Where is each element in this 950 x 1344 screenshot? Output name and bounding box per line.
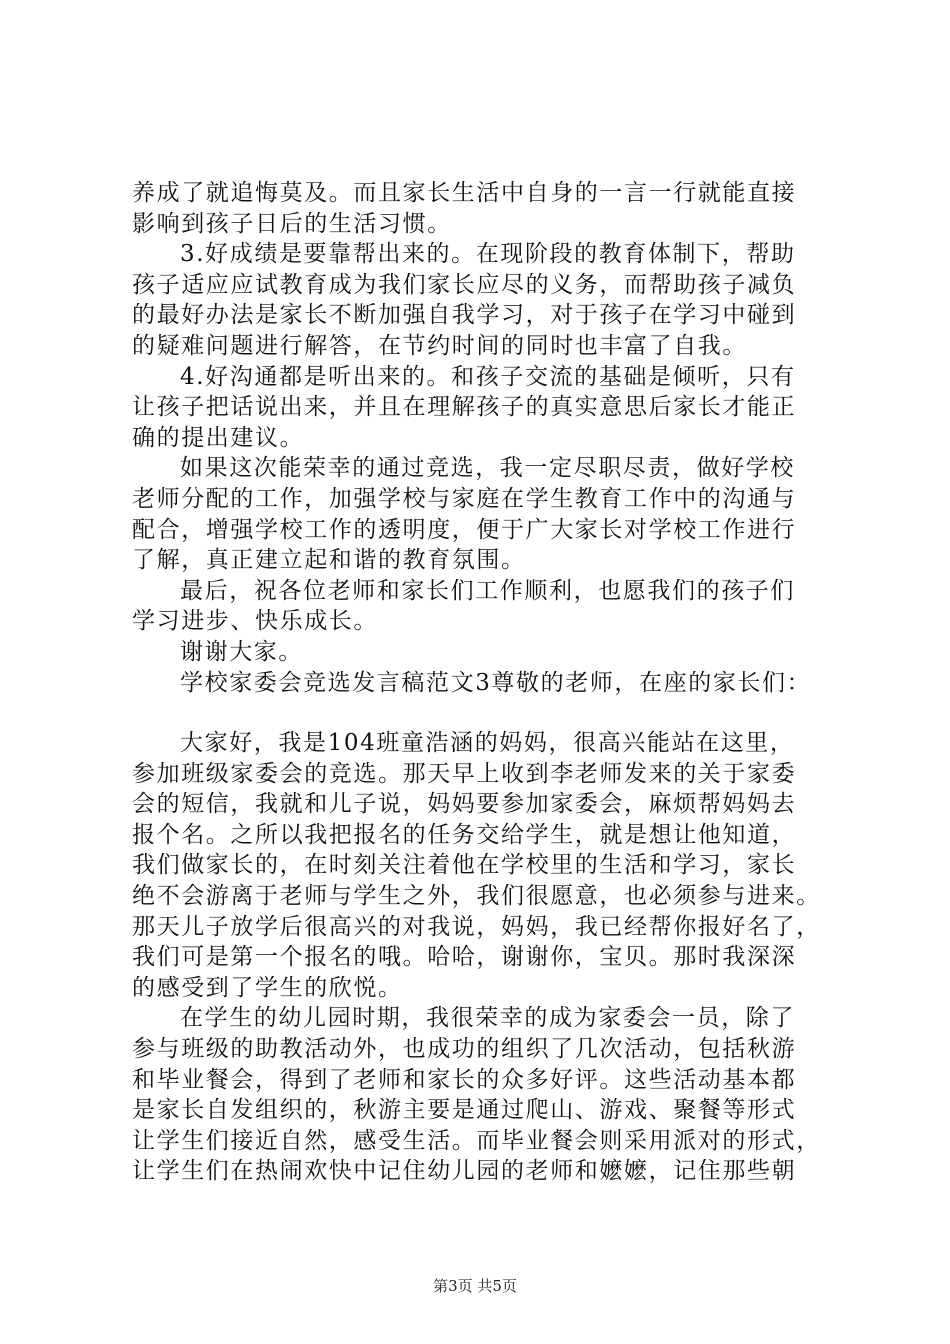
text-line: 绝不会游离于老师与学生之外，我们很愿意，也必须参与进来。 [132, 883, 821, 910]
document-body [132, 178, 832, 1187]
text-line: 大家好，我是104班童浩涵的妈妈，很高兴能站在这里， [180, 730, 795, 757]
text-line: 参与班级的助教活动外，也成功的组织了几次活动，包括秋游 [132, 1036, 797, 1063]
text-line: 养成了就追悔莫及。而且家长生活中自身的一言一行就能直接 [132, 180, 797, 206]
text-line: 让孩子把话说出来，并且在理解孩子的真实意思后家长才能正 [132, 394, 797, 421]
text-line: 4.好沟通都是听出来的。和孩子交流的基础是倾听，只有 [180, 363, 796, 390]
text-line: 孩子适应应试教育成为我们家长应尽的义务，而帮助孩子减负 [132, 271, 797, 298]
text-line: 确的提出建议。 [132, 424, 305, 451]
text-line: 我们做家长的，在时刻关注着他在学校里的生活和学习，家长 [132, 852, 797, 879]
text-line: 了解，真正建立起和谐的教育氛围。 [132, 547, 526, 574]
blank-line [132, 698, 832, 728]
text-line: 谢谢大家。 [180, 638, 303, 665]
text-line: 让学生们在热闹欢快中记住幼儿园的老师和嬷嬷，记住那些朝 [132, 1158, 797, 1185]
text-line: 如果这次能荣幸的通过竞选，我一定尽职尽责，做好学校 [180, 455, 795, 482]
text-line: 那天儿子放学后很高兴的对我说，妈妈，我已经帮你报好名了， [132, 913, 821, 940]
page-number: 第3页 共5页 [433, 1277, 517, 1295]
text-line: 的感受到了学生的欣悦。 [132, 974, 403, 1001]
text-line: 最后，祝各位老师和家长们工作顺利，也愿我们的孩子们 [180, 577, 795, 604]
text-line: 3.好成绩是要靠帮出来的。在现阶段的教育体制下，帮助 [180, 241, 796, 268]
text-line: 在学生的幼儿园时期，我很荣幸的成为家委会一员，除了 [180, 1005, 795, 1032]
page-footer [0, 1276, 950, 1296]
text-line: 老师分配的工作，加强学校与家庭在学生教育工作中的沟通与 [132, 485, 797, 512]
text-line: 让学生们接近自然，感受生活。而毕业餐会则采用派对的形式， [132, 1127, 821, 1154]
text-line: 会的短信，我就和儿子说，妈妈要参加家委会，麻烦帮妈妈去 [132, 791, 797, 818]
text-line: 学习进步、快乐成长。 [132, 608, 378, 635]
text-line: 配合，增强学校工作的透明度，便于广大家长对学校工作进行 [132, 516, 797, 543]
text-line: 和毕业餐会，得到了老师和家长的众多好评。这些活动基本都 [132, 1066, 797, 1093]
text-line: 的疑难问题进行解答，在节约时间的同时也丰富了自我。 [132, 332, 747, 359]
text-line: 我们可是第一个报名的哦。哈哈，谢谢你，宝贝。那时我深深 [132, 944, 797, 971]
text-line: 学校家委会竞选发言稿范文3尊敬的老师，在座的家长们： [180, 669, 812, 696]
text-line: 的最好办法是家长不断加强自我学习，对于孩子在学习中碰到 [132, 302, 797, 329]
text-line: 报个名。之所以我把报名的任务交给学生，就是想让他知道， [132, 821, 797, 848]
text-line: 是家长自发组织的，秋游主要是通过爬山、游戏、聚餐等形式 [132, 1097, 797, 1124]
text-line: 参加班级家委会的竞选。那天早上收到李老师发来的关于家委 [132, 760, 797, 787]
text-line: 影响到孩子日后的生活习惯。 [132, 210, 452, 237]
